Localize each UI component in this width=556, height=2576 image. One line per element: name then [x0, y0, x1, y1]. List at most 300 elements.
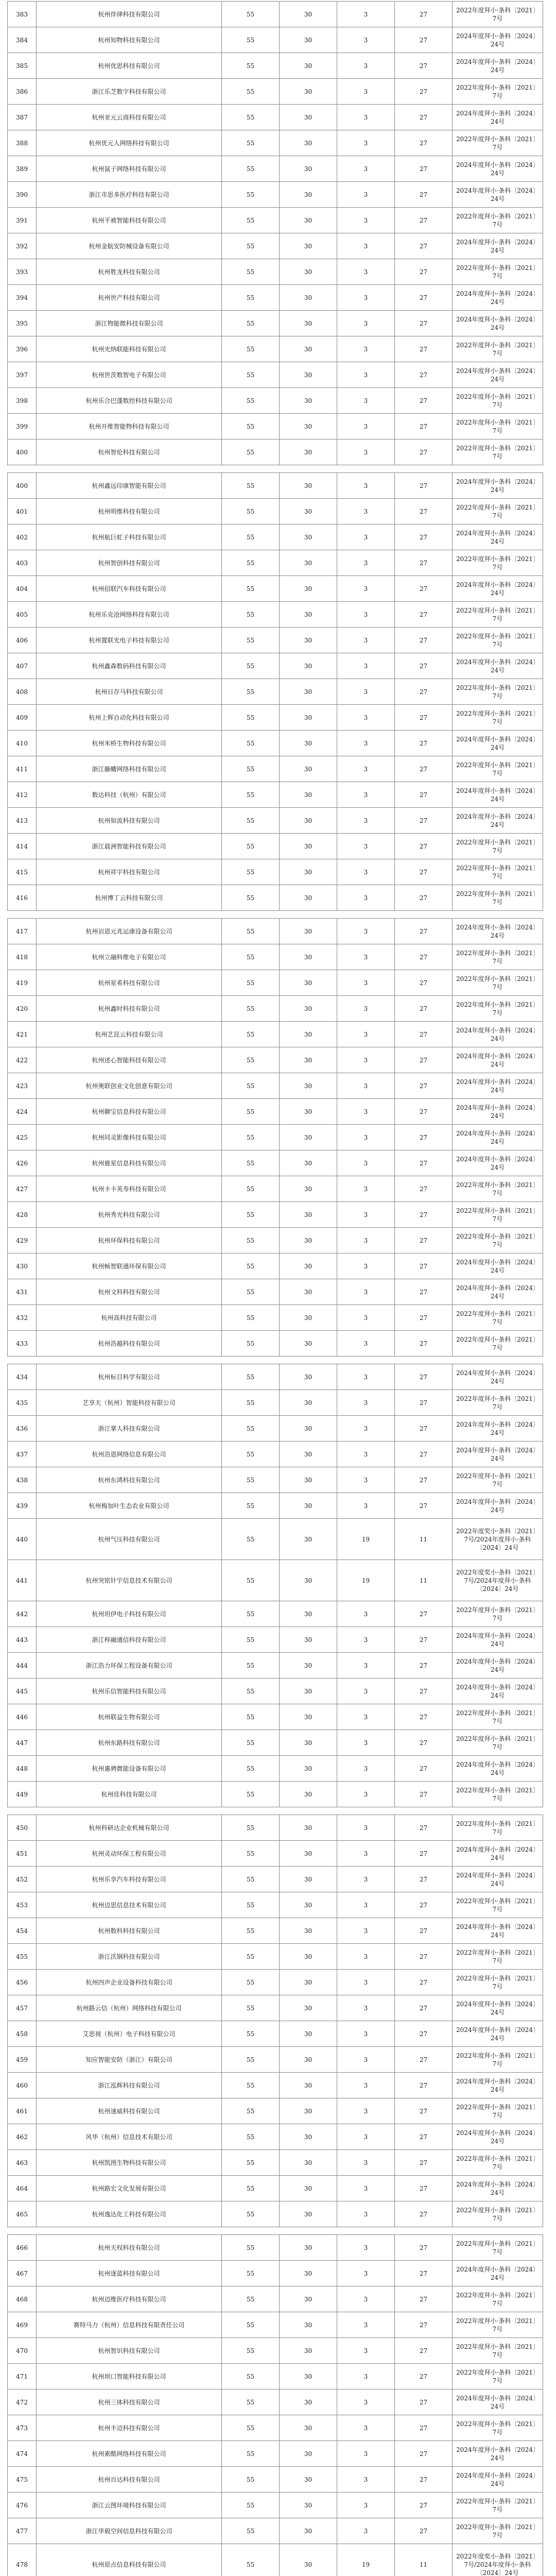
amount-total-cell: 55 [222, 27, 280, 53]
remark-cell: 2022年度拜小·条科〔2021〕7号 [453, 2312, 543, 2338]
remark-cell: 2022年度拜小·条科〔2021〕7号 [453, 970, 543, 996]
amount-a-cell: 30 [280, 53, 337, 79]
company-name-cell: 风华（杭州）信息技术有限公司 [37, 2124, 222, 2150]
table-row [8, 628, 543, 653]
row-number-cell: 384 [8, 27, 37, 53]
amount-c-cell: 27 [395, 705, 453, 731]
amount-c-cell: 27 [395, 1228, 453, 1253]
amount-a-cell: 30 [280, 705, 337, 731]
amount-total-cell: 55 [222, 1390, 280, 1416]
table-row [8, 2493, 543, 2518]
amount-b-cell: 3 [337, 1305, 395, 1331]
amount-c-cell: 27 [395, 2338, 453, 2364]
amount-b-cell: 3 [337, 550, 395, 576]
amount-total-cell: 55 [222, 1519, 280, 1560]
remark-cell: 2024年度拜小·条科〔2024〕24号 [453, 1679, 543, 1704]
amount-b-cell: 3 [337, 2021, 395, 2047]
amount-a-cell: 30 [280, 2176, 337, 2201]
amount-a-cell: 30 [280, 1944, 337, 1970]
company-name-cell: 杭州如流科技有限公司 [37, 808, 222, 834]
remark-cell: 2022年度拜小·条科〔2021〕7号 [453, 944, 543, 970]
row-number-cell: 443 [8, 1627, 37, 1653]
amount-b-cell: 3 [337, 439, 395, 465]
amount-b-cell: 3 [337, 653, 395, 679]
amount-total-cell: 55 [222, 1150, 280, 1176]
remark-cell: 2024年度拜小·条科〔2024〕24号 [453, 1918, 543, 1944]
company-name-cell: 杭州智创科技有限公司 [37, 550, 222, 576]
amount-total-cell: 55 [222, 2073, 280, 2098]
amount-b-cell: 3 [337, 602, 395, 628]
amount-total-cell: 55 [222, 156, 280, 182]
row-number-cell: 426 [8, 1150, 37, 1176]
row-number-cell: 452 [8, 1867, 37, 1892]
table-row [8, 2, 543, 27]
remark-cell: 2022年度拜小·条科〔2021〕7号 [453, 550, 543, 576]
table-row [8, 834, 543, 859]
remark-cell: 2022年度拜小·条科〔2021〕7号 [453, 1892, 543, 1918]
amount-b-cell: 3 [337, 2415, 395, 2441]
remark-cell: 2024年度拜小·条科〔2024〕24号 [453, 1756, 543, 1782]
row-number-cell: 385 [8, 53, 37, 79]
remark-cell: 2022年度拜小·条科〔2021〕7号 [453, 1467, 543, 1493]
amount-c-cell: 27 [395, 2235, 453, 2261]
company-name-cell: 杭州秀光科技有限公司 [37, 1202, 222, 1228]
row-number-cell: 402 [8, 524, 37, 550]
amount-a-cell: 30 [280, 1756, 337, 1782]
row-number-cell: 476 [8, 2493, 37, 2518]
amount-a-cell: 30 [280, 996, 337, 1022]
amount-total-cell: 55 [222, 285, 280, 311]
table-row [8, 1918, 543, 1944]
company-name-cell: 杭州突铭针宇信息技术有限公司 [37, 1560, 222, 1601]
amount-total-cell: 55 [222, 1704, 280, 1730]
company-name-cell: 杭州东路科技有限公司 [37, 1730, 222, 1756]
amount-c-cell: 27 [395, 2, 453, 27]
amount-b-cell: 3 [337, 1627, 395, 1653]
table-row [8, 499, 543, 524]
amount-total-cell: 55 [222, 2312, 280, 2338]
amount-c-cell: 27 [395, 919, 453, 944]
remark-cell: 2022年度拜小·条科〔2021〕7号 [453, 1305, 543, 1331]
remark-cell: 2022年度拜小·条科〔2021〕7号 [453, 2364, 543, 2389]
amount-total-cell: 55 [222, 2176, 280, 2201]
company-name-cell: 杭州星希科技有限公司 [37, 970, 222, 996]
amount-a-cell: 30 [280, 834, 337, 859]
table-row [8, 2389, 543, 2415]
amount-c-cell: 27 [395, 1892, 453, 1918]
table-row [8, 439, 543, 465]
amount-a-cell: 30 [280, 628, 337, 653]
amount-a-cell: 30 [280, 2338, 337, 2364]
company-name-cell: 杭州立融科维电子有限公司 [37, 944, 222, 970]
remark-cell: 2022年度拜小·条科〔2021〕7号 [453, 1730, 543, 1756]
amount-b-cell: 3 [337, 1099, 395, 1125]
amount-total-cell: 55 [222, 1176, 280, 1202]
company-name-cell: 杭州天权科技有限公司 [37, 2235, 222, 2261]
amount-total-cell: 55 [222, 1653, 280, 1679]
amount-total-cell: 55 [222, 834, 280, 859]
amount-b-cell: 3 [337, 473, 395, 499]
remark-cell: 2024年度拜小·条科〔2024〕24号 [453, 1416, 543, 1442]
amount-c-cell: 27 [395, 1442, 453, 1467]
amount-a-cell: 30 [280, 1125, 337, 1150]
remark-cell: 2022年度拜小·条科〔2021〕7号 [453, 336, 543, 362]
company-name-cell: 杭州鑫时科技有限公司 [37, 996, 222, 1022]
table-row [8, 1022, 543, 1047]
company-name-cell: 杭州丰迈科技有限公司 [37, 2415, 222, 2441]
amount-total-cell: 55 [222, 1815, 280, 1841]
table-row [8, 2047, 543, 2073]
row-number-cell: 432 [8, 1305, 37, 1331]
amount-total-cell: 55 [222, 996, 280, 1022]
table-row [8, 653, 543, 679]
amount-a-cell: 30 [280, 1253, 337, 1279]
amount-a-cell: 30 [280, 2, 337, 27]
company-name-cell: 杭州优元人网络科技有限公司 [37, 130, 222, 156]
amount-a-cell: 30 [280, 2493, 337, 2518]
table-row [8, 524, 543, 550]
company-name-cell: 杭州鼠子网络科技有限公司 [37, 156, 222, 182]
amount-b-cell: 3 [337, 130, 395, 156]
amount-b-cell: 3 [337, 1970, 395, 1995]
company-name-cell: 浙江市思多医疗科技有限公司 [37, 182, 222, 208]
amount-b-cell: 3 [337, 1202, 395, 1228]
amount-total-cell: 55 [222, 1047, 280, 1073]
row-number-cell: 447 [8, 1730, 37, 1756]
amount-c-cell: 27 [395, 2047, 453, 2073]
row-number-cell: 437 [8, 1442, 37, 1467]
remark-cell: 2022年度拜小·条科〔2021〕7号 [453, 602, 543, 628]
company-name-cell: 杭州百达科技有限公司 [37, 2467, 222, 2493]
amount-total-cell: 55 [222, 2415, 280, 2441]
amount-c-cell: 27 [395, 576, 453, 602]
row-number-cell: 471 [8, 2364, 37, 2389]
page-break-cell [8, 911, 543, 919]
amount-a-cell: 30 [280, 679, 337, 705]
amount-c-cell: 27 [395, 2467, 453, 2493]
amount-total-cell: 55 [222, 1601, 280, 1627]
amount-b-cell: 3 [337, 782, 395, 808]
amount-a-cell: 30 [280, 550, 337, 576]
amount-a-cell: 30 [280, 1228, 337, 1253]
amount-total-cell: 55 [222, 208, 280, 233]
amount-b-cell: 3 [337, 208, 395, 233]
amount-c-cell: 27 [395, 2261, 453, 2286]
amount-b-cell: 3 [337, 944, 395, 970]
amount-total-cell: 55 [222, 859, 280, 885]
row-number-cell: 462 [8, 2124, 37, 2150]
amount-total-cell: 55 [222, 679, 280, 705]
amount-b-cell: 3 [337, 2176, 395, 2201]
amount-total-cell: 55 [222, 2021, 280, 2047]
amount-total-cell: 55 [222, 1331, 280, 1357]
company-name-cell: 杭州逸达化工科技有限公司 [37, 2201, 222, 2227]
row-number-cell: 405 [8, 602, 37, 628]
amount-b-cell: 3 [337, 388, 395, 414]
amount-a-cell: 30 [280, 1815, 337, 1841]
remark-cell: 2022年度拜小·条科〔2021〕7号 [453, 2, 543, 27]
amount-c-cell: 11 [395, 1560, 453, 1601]
table-row [8, 1176, 543, 1202]
table-row [8, 1892, 543, 1918]
amount-c-cell: 27 [395, 2441, 453, 2467]
amount-c-cell: 27 [395, 1416, 453, 1442]
table-row [8, 1782, 543, 1807]
amount-c-cell: 27 [395, 1390, 453, 1416]
table-row [8, 1467, 543, 1493]
row-number-cell: 422 [8, 1047, 37, 1073]
remark-cell: 2022年度奖小·条科〔2021〕7号/2024年度拜小·条科〔2024〕24号 [453, 1519, 543, 1560]
amount-a-cell: 30 [280, 1841, 337, 1867]
amount-total-cell: 55 [222, 1918, 280, 1944]
remark-cell: 2024年度拜小·条科〔2024〕24号 [453, 105, 543, 130]
amount-c-cell: 27 [395, 1253, 453, 1279]
remark-cell: 2022年度拜小·条科〔2021〕7号 [453, 705, 543, 731]
table-row [8, 2338, 543, 2364]
table-row [8, 388, 543, 414]
amount-total-cell: 55 [222, 808, 280, 834]
company-name-cell: 杭州惠骋微能设备有限公司 [37, 1756, 222, 1782]
amount-total-cell: 55 [222, 919, 280, 944]
table-row [8, 2021, 543, 2047]
amount-a-cell: 30 [280, 1560, 337, 1601]
amount-c-cell: 27 [395, 1364, 453, 1390]
remark-cell: 2024年度拜小·条科〔2024〕24号 [453, 1253, 543, 1279]
remark-cell: 2022年度拜小·条科〔2021〕7号 [453, 859, 543, 885]
company-name-cell: 杭州岩恩元兆运康设备有限公司 [37, 919, 222, 944]
remark-cell: 2022年度奖小·条科〔2021〕7号/2024年度拜小·条科〔2024〕24号 [453, 1560, 543, 1601]
amount-total-cell: 55 [222, 79, 280, 105]
company-name-cell: 杭州同灵影像科技有限公司 [37, 1125, 222, 1150]
remark-cell: 2022年度奖小·条科〔2021〕7号/2024年度拜小·条科〔2024〕24号 [453, 2544, 543, 2576]
amount-total-cell: 55 [222, 1970, 280, 1995]
amount-a-cell: 30 [280, 1679, 337, 1704]
table-row [8, 602, 543, 628]
amount-a-cell: 30 [280, 2518, 337, 2544]
company-name-cell: 杭州聊宝信息科技有限公司 [37, 1099, 222, 1125]
amount-a-cell: 30 [280, 885, 337, 911]
company-name-cell: 杭州开维智能物科技有限公司 [37, 414, 222, 439]
row-number-cell: 406 [8, 628, 37, 653]
row-number-cell: 404 [8, 576, 37, 602]
amount-total-cell: 55 [222, 550, 280, 576]
amount-c-cell: 27 [395, 1022, 453, 1047]
remark-cell: 2022年度拜小·条科〔2021〕7号 [453, 1704, 543, 1730]
remark-cell: 2022年度拜小·条科〔2021〕7号 [453, 79, 543, 105]
row-number-cell: 440 [8, 1519, 37, 1560]
amount-b-cell: 3 [337, 2467, 395, 2493]
amount-b-cell: 3 [337, 1228, 395, 1253]
amount-b-cell: 3 [337, 1022, 395, 1047]
table-row [8, 1390, 543, 1416]
amount-c-cell: 27 [395, 1704, 453, 1730]
company-name-cell: 浙江梓融通信科技有限公司 [37, 1627, 222, 1653]
amount-c-cell: 27 [395, 1150, 453, 1176]
amount-c-cell: 27 [395, 602, 453, 628]
table-row [8, 1150, 543, 1176]
amount-a-cell: 30 [280, 2415, 337, 2441]
amount-total-cell: 55 [222, 1627, 280, 1653]
amount-b-cell: 3 [337, 79, 395, 105]
amount-c-cell: 27 [395, 53, 453, 79]
amount-a-cell: 30 [280, 2261, 337, 2286]
row-number-cell: 383 [8, 2, 37, 27]
row-number-cell: 407 [8, 653, 37, 679]
table-row [8, 1305, 543, 1331]
amount-b-cell: 3 [337, 336, 395, 362]
amount-c-cell: 27 [395, 130, 453, 156]
amount-a-cell: 30 [280, 499, 337, 524]
company-name-cell: 杭州气压科技有限公司 [37, 1519, 222, 1560]
amount-total-cell: 55 [222, 233, 280, 259]
company-name-cell: 杭州标目科学有限公司 [37, 1364, 222, 1390]
amount-total-cell: 55 [222, 362, 280, 388]
amount-b-cell: 3 [337, 105, 395, 130]
amount-b-cell: 3 [337, 285, 395, 311]
company-name-cell: 杭州路宏文化发展有限公司 [37, 2176, 222, 2201]
company-name-cell: 艾思视（杭州）电子科技有限公司 [37, 2021, 222, 2047]
page-break-cell [8, 1357, 543, 1364]
row-number-cell: 409 [8, 705, 37, 731]
amount-a-cell: 30 [280, 653, 337, 679]
amount-b-cell: 3 [337, 1601, 395, 1627]
amount-a-cell: 30 [280, 182, 337, 208]
company-name-cell: 杭州优思科技有限公司 [37, 53, 222, 79]
amount-c-cell: 27 [395, 156, 453, 182]
table-row [8, 1944, 543, 1970]
remark-cell: 2024年度拜小·条科〔2024〕24号 [453, 2124, 543, 2150]
amount-c-cell: 27 [395, 1841, 453, 1867]
row-number-cell: 418 [8, 944, 37, 970]
amount-total-cell: 55 [222, 1099, 280, 1125]
amount-c-cell: 27 [395, 259, 453, 285]
amount-c-cell: 27 [395, 1073, 453, 1099]
amount-a-cell: 30 [280, 1047, 337, 1073]
row-number-cell: 395 [8, 311, 37, 336]
amount-b-cell: 3 [337, 1944, 395, 1970]
amount-c-cell: 27 [395, 208, 453, 233]
amount-c-cell: 27 [395, 2518, 453, 2544]
amount-total-cell: 55 [222, 1022, 280, 1047]
amount-total-cell: 55 [222, 336, 280, 362]
table-body [8, 2, 543, 2576]
remark-cell: 2024年度拜小·条科〔2024〕24号 [453, 1627, 543, 1653]
amount-a-cell: 30 [280, 285, 337, 311]
amount-total-cell: 55 [222, 1125, 280, 1150]
amount-b-cell: 3 [337, 362, 395, 388]
amount-c-cell: 27 [395, 2073, 453, 2098]
table-row [8, 1099, 543, 1125]
amount-b-cell: 3 [337, 2150, 395, 2176]
amount-b-cell: 3 [337, 2493, 395, 2518]
amount-a-cell: 30 [280, 1995, 337, 2021]
row-number-cell: 414 [8, 834, 37, 859]
table-row [8, 53, 543, 79]
amount-total-cell: 55 [222, 414, 280, 439]
amount-c-cell: 27 [395, 2312, 453, 2338]
row-number-cell: 445 [8, 1679, 37, 1704]
amount-b-cell: 3 [337, 156, 395, 182]
amount-a-cell: 30 [280, 259, 337, 285]
table-row [8, 233, 543, 259]
amount-b-cell: 3 [337, 414, 395, 439]
amount-a-cell: 30 [280, 1022, 337, 1047]
table-row [8, 79, 543, 105]
table-row [8, 859, 543, 885]
amount-a-cell: 30 [280, 1416, 337, 1442]
page-break-row [8, 2227, 543, 2235]
remark-cell: 2024年度拜小·条科〔2024〕24号 [453, 1653, 543, 1679]
company-name-cell: 浙江晨洲智能科技有限公司 [37, 834, 222, 859]
remark-cell: 2022年度拜小·条科〔2021〕7号 [453, 2098, 543, 2124]
amount-c-cell: 27 [395, 628, 453, 653]
row-number-cell: 394 [8, 285, 37, 311]
row-number-cell: 419 [8, 970, 37, 996]
row-number-cell: 478 [8, 2544, 37, 2576]
amount-a-cell: 30 [280, 2047, 337, 2073]
amount-b-cell: 19 [337, 1560, 395, 1601]
company-name-cell: 杭州三体科技有限公司 [37, 2389, 222, 2415]
amount-c-cell: 27 [395, 1331, 453, 1357]
amount-c-cell: 27 [395, 473, 453, 499]
amount-a-cell: 30 [280, 970, 337, 996]
amount-c-cell: 27 [395, 756, 453, 782]
remark-cell: 2024年度拜小·条科〔2024〕24号 [453, 233, 543, 259]
table-row [8, 2415, 543, 2441]
amount-total-cell: 55 [222, 388, 280, 414]
row-number-cell: 450 [8, 1815, 37, 1841]
amount-b-cell: 3 [337, 1416, 395, 1442]
amount-b-cell: 3 [337, 524, 395, 550]
table-row [8, 919, 543, 944]
amount-b-cell: 3 [337, 2364, 395, 2389]
row-number-cell: 473 [8, 2415, 37, 2441]
table-row [8, 1704, 543, 1730]
remark-cell: 2024年度拜小·条科〔2024〕24号 [453, 1442, 543, 1467]
amount-b-cell: 3 [337, 1704, 395, 1730]
table-row [8, 1279, 543, 1305]
amount-total-cell: 55 [222, 1305, 280, 1331]
remark-cell: 2022年度拜小·条科〔2021〕7号 [453, 756, 543, 782]
row-number-cell: 413 [8, 808, 37, 834]
amount-total-cell: 55 [222, 1442, 280, 1467]
amount-b-cell: 3 [337, 2286, 395, 2312]
remark-cell: 2022年度拜小·条科〔2021〕7号 [453, 439, 543, 465]
table-row [8, 970, 543, 996]
amount-total-cell: 55 [222, 1493, 280, 1519]
remark-cell: 2022年度拜小·条科〔2021〕7号 [453, 2150, 543, 2176]
company-name-cell: 杭州迈维医疗科技有限公司 [37, 2286, 222, 2312]
row-number-cell: 453 [8, 1892, 37, 1918]
company-name-cell: 杭州坝口智能科技有限公司 [37, 2364, 222, 2389]
amount-a-cell: 30 [280, 473, 337, 499]
company-name-cell: 杭州四声企业设备科技有限公司 [37, 1970, 222, 1995]
amount-a-cell: 30 [280, 731, 337, 756]
row-number-cell: 400 [8, 439, 37, 465]
remark-cell: 2024年度拜小·条科〔2024〕24号 [453, 1841, 543, 1867]
table-row [8, 1679, 543, 1704]
amount-c-cell: 27 [395, 285, 453, 311]
remark-cell: 2024年度拜小·条科〔2024〕24号 [453, 53, 543, 79]
amount-a-cell: 30 [280, 1782, 337, 1807]
amount-c-cell: 27 [395, 499, 453, 524]
company-name-cell: 杭州伴律科技有限公司 [37, 2, 222, 27]
amount-total-cell: 55 [222, 2389, 280, 2415]
amount-total-cell: 55 [222, 970, 280, 996]
company-name-cell: 杭州逐蓝科技有限公司 [37, 2261, 222, 2286]
amount-c-cell: 27 [395, 1305, 453, 1331]
amount-c-cell: 27 [395, 233, 453, 259]
